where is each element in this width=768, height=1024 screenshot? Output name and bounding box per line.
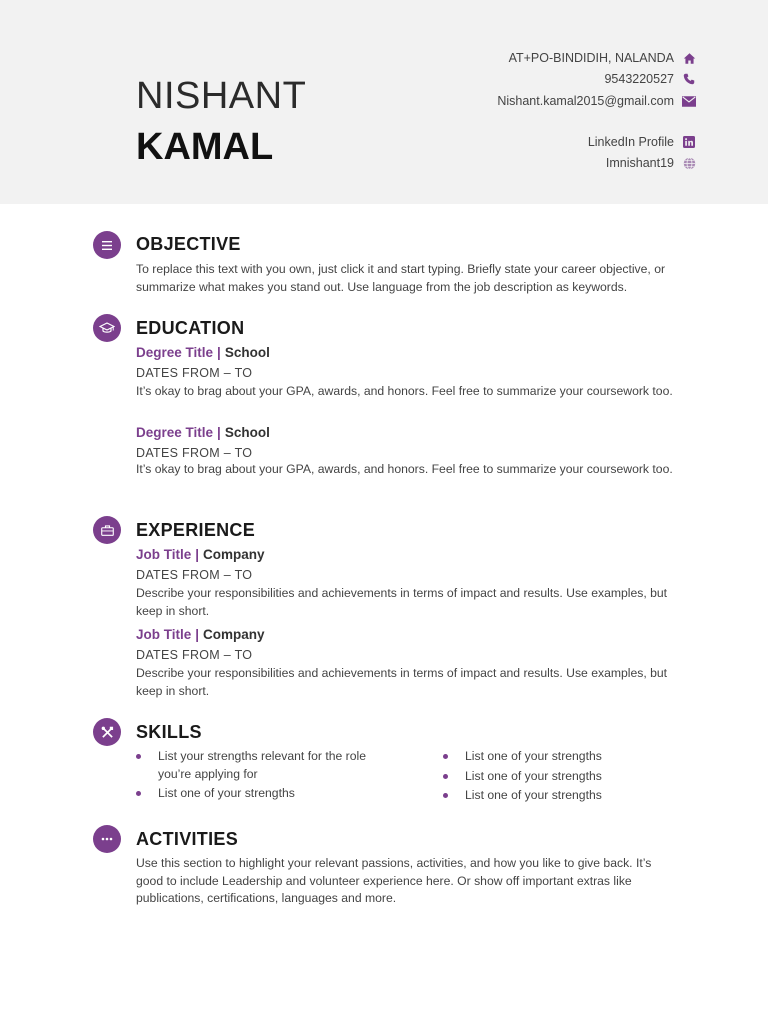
experience-entry-title [136,627,265,642]
education-entry-title [136,425,270,440]
skill-text: List one of your strengths [465,749,602,763]
experience-text: Describe your responsibilities and achievements in terms of impact and results. Use examples, but keep in short. [136,666,668,698]
bullet-icon [443,774,448,779]
skill-text: List your strengths relevant for the role you’re applying for [158,749,366,781]
objective-text: To replace this text with you own, just click it and start typing. Briefly state your career objective, or summarize what makes you stand out. Use language from the job description as keywords. [136,262,666,294]
briefcase-icon [93,516,121,544]
job-title: Job Title [136,547,192,562]
activities-text: Use this section to highlight your relevant passions, activities, and how you like to give back. It’s good to include Leadership and volunteer experience here. Or show off important extras like publications, certifications, languages and more. [136,856,652,905]
skill-text: List one of your strengths [465,788,602,802]
skills-list-left [136,748,386,805]
linkedin-icon [682,135,696,149]
experience-title: EXPERIENCE [136,520,256,540]
phone-text: 9543220527 [604,72,674,86]
title-separator: | [217,425,221,440]
more-icon [93,825,121,853]
skill-item [443,768,683,786]
last-name: KAMAL [136,126,274,168]
objective-title: OBJECTIVE [136,234,241,254]
experience-dates: DATES FROM – TO [136,568,253,582]
skill-text: List one of your strengths [158,786,295,800]
email-text[interactable]: Nishant.kamal2015@gmail.com [497,94,674,108]
bullet-icon [443,793,448,798]
home-icon [682,51,696,65]
degree-title: Degree Title [136,345,214,360]
education-dates: DATES FROM – TO [136,366,253,380]
activities-title: ACTIVITIES [136,829,239,849]
skill-item [136,785,386,803]
school-name: School [224,345,270,360]
school-name: School [224,425,270,440]
title-separator: | [195,547,200,562]
skill-item [443,748,683,766]
experience-entry-title [136,547,265,562]
contact-address [376,48,696,68]
education-title: EDUCATION [136,318,245,338]
title-separator: | [195,627,200,642]
experience-dates: DATES FROM – TO [136,648,253,662]
phone-icon [682,72,696,86]
contact-linkedin [376,132,696,152]
tools-icon [93,718,121,746]
contact-phone [376,69,696,89]
globe-icon [682,156,696,170]
linkedin-text[interactable]: LinkedIn Profile [587,135,674,149]
company-name: Company [203,627,265,642]
website-text[interactable]: Imnishant19 [605,156,674,170]
job-title: Job Title [136,627,192,642]
resume-header [0,0,768,204]
skill-item [136,748,386,783]
education-text: It’s okay to brag about your GPA, awards, and honors. Feel free to summarize your coursework too. [136,384,673,398]
contact-email [376,91,696,111]
degree-title: Degree Title [136,425,214,440]
title-separator: | [217,345,221,360]
bullet-icon [443,754,448,759]
graduation-cap-icon [93,314,121,342]
company-name: Company [203,547,265,562]
list-icon [93,231,121,259]
skill-text: List one of your strengths [465,768,602,783]
first-name: NISHANT [136,75,307,117]
contact-website [376,153,696,173]
skills-title: SKILLS [136,722,202,742]
education-dates: DATES FROM – TO [136,446,253,460]
skill-item [443,787,683,805]
education-entry-title [136,345,270,360]
address-text: AT+PO-BINDIDIH, NALANDA [508,51,674,65]
bullet-icon [136,791,141,796]
skills-list-right [443,748,683,807]
experience-text: Describe your responsibilities and achievements in terms of impact and results. Use examples, but keep in short. [136,586,668,618]
education-text: It’s okay to brag about your GPA, awards, and honors. Feel free to summarize your coursework too. [136,462,673,476]
bullet-icon [136,754,141,759]
email-icon [682,94,696,108]
